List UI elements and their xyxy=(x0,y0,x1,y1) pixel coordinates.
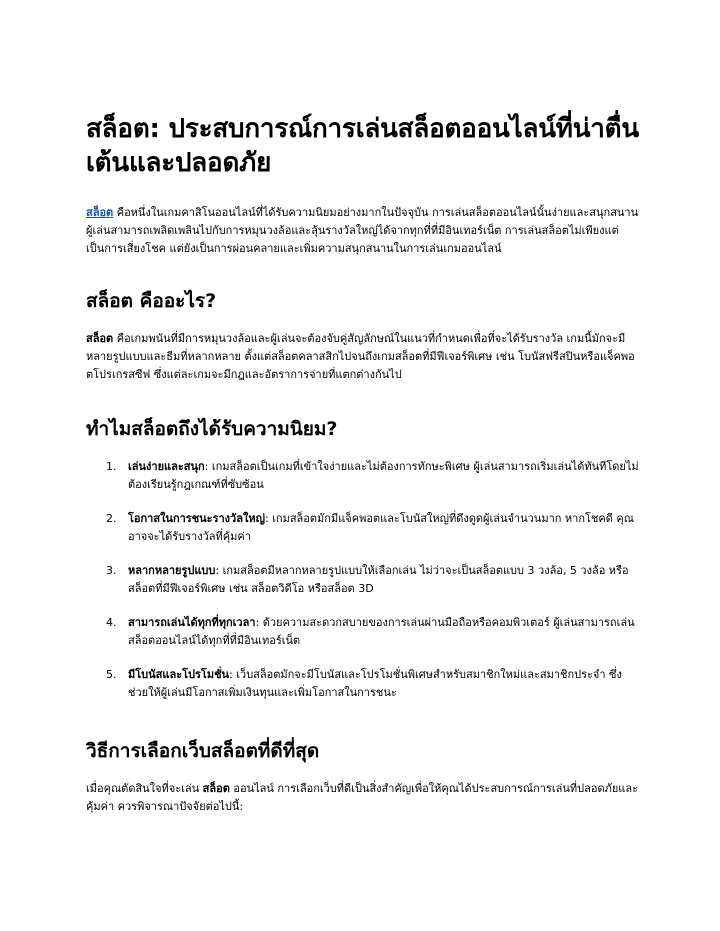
list-item xyxy=(86,510,640,546)
list-item-text: : เกมสล็อตมีหลากหลายรูปแบบให้เลือกเล่น ไม่ว่าจะเป็นสล็อตแบบ 3 วงล้อ, 5 วงล้อ หรือสล็อตที่มีฟีเจอร์พิเศษ เช่น สล็อตวิดีโอ หรือสล็อต 3D xyxy=(128,564,629,595)
list-item-text: : เกมสล็อตเป็นเกมที่เข้าใจง่ายและไม่ต้องการทักษะพิเศษ ผู้เล่นสามารถเริ่มเล่นได้ทันทีโดยไม่ต้องเรียนรู้กฎเกณฑ์ที่ซับซ้อน xyxy=(128,460,639,491)
section-heading-how-to-choose: วิธีการเลือกเว็บสล็อตที่ดีที่สุด xyxy=(86,740,320,762)
section-heading-why-popular: ทำไมสล็อตถึงได้รับความนิยม? xyxy=(86,418,338,440)
list-item-bold: หลากหลายรูปแบบ xyxy=(128,564,216,577)
how-to-choose-text-after: ออนไลน์ การเลือกเว็บที่ดีเป็นสิ่งสำคัญเพื่อให้คุณได้ประสบการณ์การเล่นที่ปลอดภัยและคุ้มค่า ควรพิจารณาปัจจัยต่อไปนี้: xyxy=(86,782,639,813)
what-is-slot-paragraph xyxy=(86,330,640,384)
section-heading-what-is-slot: สล็อต คืออะไร? xyxy=(86,290,217,312)
intro-text: คือหนึ่งในเกมคาสิโนออนไลน์ที่ได้รับความนิยมอย่างมากในปัจจุบัน การเล่นสล็อตออนไลน์นั้นง่ายและสนุกสนาน ผู้เล่นสามารถเพลิดเพลินไปกับการหมุนวงล้อและลุ้นรางวัลใหญ่ได้จากทุกที่ที่มีอินเทอร์เน็ต การเล่นสล็อตไม่เพียงแต่เป็นการเสี่ยงโชค แต่ยังเป็นการผ่อนคลายและเพิ่มความสนุกสนานในการเล่นเกมออนไลน์ xyxy=(86,206,639,255)
list-item xyxy=(86,562,640,598)
what-is-slot-bold: สล็อต xyxy=(86,332,114,345)
how-to-choose-bold: สล็อต xyxy=(202,782,230,795)
list-item-bold: สามารถเล่นได้ทุกที่ทุกเวลา xyxy=(128,616,256,629)
list-item-number: 1. xyxy=(106,460,117,473)
list-item-text: : เว็บสล็อตมักจะมีโบนัสและโปรโมชั่นพิเศษสำหรับสมาชิกใหม่และสมาชิกประจำ ซึ่งช่วยให้ผู้เล่นมีโอกาสเพิ่มเงินทุนและเพิ่มโอกาสในการชนะ xyxy=(128,668,622,699)
list-item-number: 3. xyxy=(106,564,117,577)
page-title: สล็อต: ประสบการณ์การเล่นสล็อตออนไลน์ที่น่าตื่นเต้นและปลอดภัย xyxy=(86,114,639,178)
list-item-bold: เล่นง่ายและสนุก xyxy=(128,460,205,473)
how-to-choose-text-before: เมื่อคุณตัดสินใจที่จะเล่น xyxy=(86,782,203,795)
how-to-choose-paragraph xyxy=(86,780,640,816)
list-item-bold: มีโบนัสและโปรโมชั่น xyxy=(128,668,230,681)
list-item xyxy=(86,666,640,702)
list-item-number: 5. xyxy=(106,668,117,681)
list-item xyxy=(86,614,640,650)
list-item-text: : ด้วยความสะดวกสบายของการเล่นผ่านมือถือหรือคอมพิวเตอร์ ผู้เล่นสามารถเล่นสล็อตออนไลน์ได้ทุกที่ที่มีอินเทอร์เน็ต xyxy=(128,616,635,647)
list-item xyxy=(86,458,640,494)
slot-link[interactable]: สล็อต xyxy=(86,206,114,219)
list-item-bold: โอกาสในการชนะรางวัลใหญ่ xyxy=(128,512,265,525)
what-is-slot-text: คือเกมพนันที่มีการหมุนวงล้อและผู้เล่นจะต้องจับคู่สัญลักษณ์ในแนวที่กำหนดเพื่อที่จะได้รับรางวัล เกมนี้มักจะมีหลายรูปแบบและธีมที่หลากหลาย ตั้งแต่สล็อตคลาสสิกไปจนถึงเกมสล็อตที่มีฟีเจอร์พิเศษ เช่น โบนัสฟรีสปินหรือแจ็คพอตโปรเกรสซีฟ ซึ่งแต่ละเกมจะมีกฎและอัตราการจ่ายที่แตกต่างกันไป xyxy=(86,332,635,381)
list-item-number: 2. xyxy=(106,512,117,525)
intro-paragraph xyxy=(86,204,640,258)
list-item-text: : เกมสล็อตมักมีแจ็คพอตและโบนัสใหญ่ที่ดึงดูดผู้เล่นจำนวนมาก หากโชคดี คุณอาจจะได้รับรางวัลที่คุ้มค่า xyxy=(128,512,634,543)
list-item-number: 4. xyxy=(106,616,117,629)
reasons-list xyxy=(86,458,640,702)
